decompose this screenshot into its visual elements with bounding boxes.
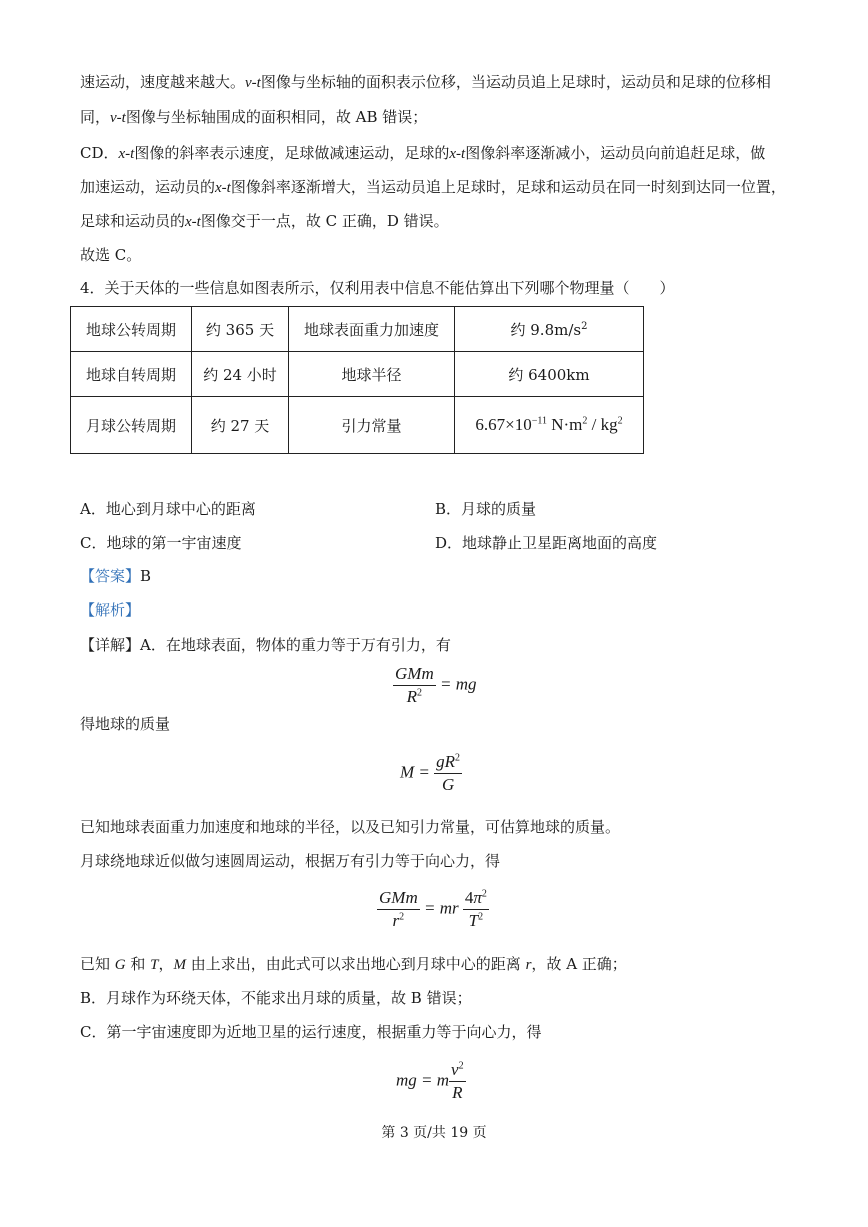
- text: 6.67×10: [475, 415, 532, 434]
- para1-line1: [80, 72, 771, 93]
- table-cell: 月球公转周期: [71, 397, 192, 454]
- table-cell: 引力常量: [289, 397, 455, 454]
- text: 图像交于一点，故 C 正确，D 错误。: [200, 212, 449, 230]
- text: 速运动，速度越来越大。: [80, 73, 246, 91]
- text: 足球和运动员的: [80, 212, 186, 230]
- moon-motion-line: 月球绕地球近似做匀速圆周运动，根据万有引力等于向心力，得: [80, 852, 501, 870]
- text: CD．: [80, 144, 119, 162]
- text: 约 9.8m/s: [510, 320, 582, 339]
- text: 已知: [80, 955, 115, 973]
- xt-symbol: x-t: [118, 146, 135, 162]
- para2-line2: [80, 177, 786, 198]
- table-cell: 地球表面重力加速度: [289, 307, 455, 352]
- detail-line: 【详解】A．在地球表面，物体的重力等于万有引力，有: [80, 636, 451, 654]
- table-cell: 地球半径: [289, 352, 455, 397]
- text: ，: [158, 955, 174, 973]
- text: 图像的斜率表示速度，足球做减速运动，足球的: [134, 144, 450, 162]
- table-cell: 约 27 天: [192, 397, 289, 454]
- c-analysis-line: C．第一宇宙速度即为近地卫星的运行速度，根据重力等于向心力，得: [80, 1023, 542, 1041]
- text: 同，: [80, 108, 111, 126]
- get-mass-line: 得地球的质量: [80, 715, 171, 733]
- option-a: A．地心到月球中心的距离: [80, 500, 256, 518]
- option-d: D．地球静止卫星距离地面的高度: [435, 534, 658, 552]
- equation-moon-orbit: $\frac{\text{GMm}}{r^2}$ = mr $\frac{4\pi^2}{T^2}$: [379, 888, 487, 930]
- text: ，故 A 正确；: [531, 955, 627, 973]
- vt-symbol: v-t: [110, 110, 126, 126]
- vt-symbol: v-t: [245, 75, 261, 91]
- known1-line: 已知地球表面重力加速度和地球的半径，以及已知引力常量，可估算地球的质量。: [80, 818, 621, 836]
- equation-first-cosmic-velocity: mg = m $\frac{v^2}{R}$: [396, 1060, 464, 1102]
- superscript-2: 2: [617, 415, 623, 427]
- astro-info-table: [70, 306, 644, 454]
- xt-symbol: x-t: [449, 146, 466, 162]
- exponent: −11: [531, 415, 547, 427]
- b-analysis-line: B．月球作为环绕天体，不能求出月球的质量，故 B 错误；: [80, 989, 472, 1007]
- table-cell: 约 365 天: [192, 307, 289, 352]
- known2-line: 已知 G 和 T，M 由上求出，由此式可以求出地心到月球中心的距离 r，故 A 正确；: [80, 955, 627, 973]
- xt-symbol: x-t: [185, 214, 201, 230]
- answer-line: [80, 566, 151, 586]
- superscript-2: 2: [581, 320, 588, 332]
- text: 图像斜率逐渐增大，当运动员追上足球时，足球和运动员在同一时刻到达同一位置，: [230, 178, 786, 196]
- equation-earth-mass: M = $\frac{gR^2}{G}$: [400, 752, 461, 794]
- text: 图像与坐标轴围成的面积相同，故 AB 错误；: [125, 108, 428, 126]
- table-row: [71, 397, 644, 454]
- para2-line3: [80, 211, 449, 232]
- text: 加速运动，运动员的: [80, 178, 216, 196]
- table-cell: 约 24 小时: [192, 352, 289, 397]
- question-4: 4．关于天体的一些信息如图表所示，仅利用表中信息不能估算出下列哪个物理量（ ）: [80, 279, 675, 297]
- text: N·m: [546, 415, 583, 434]
- answer-value: B: [140, 567, 152, 585]
- analysis-label: 【解析】: [80, 601, 141, 619]
- table-cell: 约 6400km: [455, 352, 644, 397]
- text: 图像斜率逐渐减小，运动员向前追赶足球，做: [465, 144, 766, 162]
- choose-line: 故选 C。: [80, 246, 142, 264]
- table-row: [71, 307, 644, 352]
- text: 由上求出，由此式可以求出地心到月球中心的距离: [186, 955, 526, 973]
- table-cell: 地球自转周期: [71, 352, 192, 397]
- option-c: C．地球的第一宇宙速度: [80, 534, 242, 552]
- answer-label: 【答案】: [80, 567, 141, 585]
- table-cell: 地球公转周期: [71, 307, 192, 352]
- table-row: [71, 352, 644, 397]
- gravitational-constant-cell: [455, 397, 644, 454]
- text: / kg: [587, 415, 618, 434]
- text: 图像与坐标轴的面积表示位移，当运动员追上足球时，运动员和足球的位移相: [260, 73, 771, 91]
- superscript-2: 2: [582, 415, 588, 427]
- equation-gravity-surface: $\frac{\text{GMm}}{R^2}$ = mg: [395, 664, 477, 706]
- para2-line1: [80, 143, 765, 164]
- xt-symbol: x-t: [215, 180, 231, 196]
- table-cell: [455, 307, 644, 352]
- para1-line2: [80, 107, 427, 128]
- option-b: B．月球的质量: [435, 500, 537, 518]
- text: 和: [125, 955, 151, 973]
- page-footer: 第 3 页/共 19 页: [381, 1125, 487, 1141]
